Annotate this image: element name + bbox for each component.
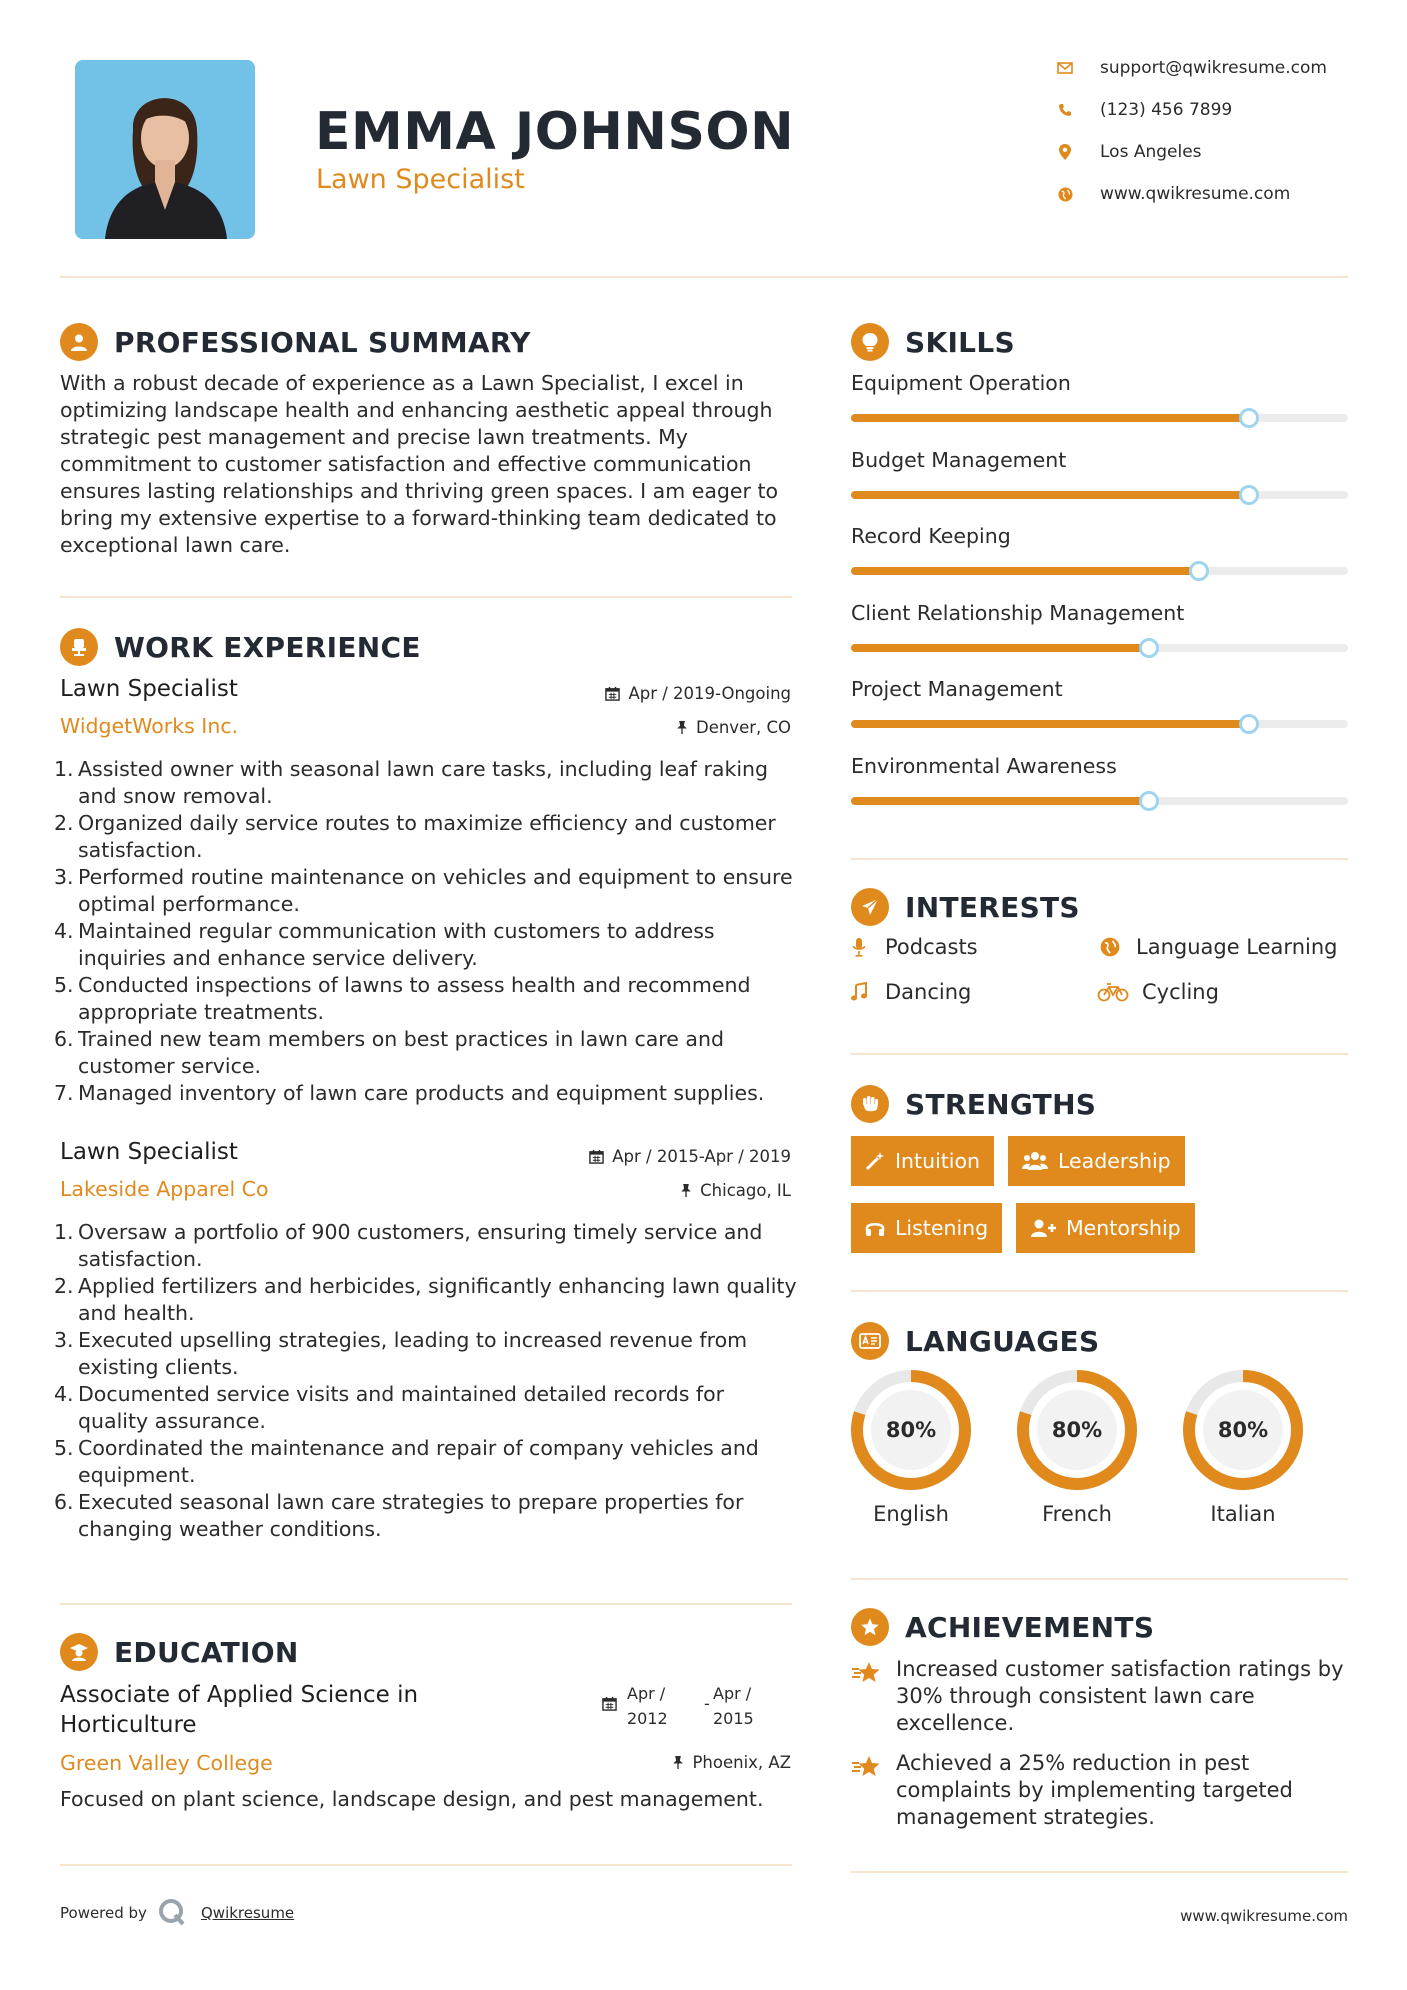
music-note-icon (845, 982, 873, 1002)
bicycle-icon (1096, 982, 1130, 1002)
experience-heading (60, 628, 421, 666)
school-location (672, 1753, 791, 1772)
contact-email-text: support@qwikresume.com (1100, 58, 1327, 78)
graduate-icon (60, 1633, 98, 1671)
summary-heading (60, 323, 531, 361)
qwikresume-logo-icon (157, 1897, 187, 1931)
languages-heading (851, 1322, 1099, 1360)
job-1-location (676, 718, 791, 737)
candidate-title: Lawn Specialist (316, 164, 525, 195)
pushpin-icon (676, 720, 688, 735)
language-percent: 80% (1051, 1418, 1103, 1442)
calendar-icon (602, 1696, 617, 1715)
achievements-heading (851, 1608, 1154, 1646)
skill-name: Equipment Operation (851, 371, 1071, 395)
job-2-date-text: Apr / 2015-Apr / 2019 (612, 1147, 791, 1166)
skill-bar-track (851, 720, 1348, 728)
skill-bar-track (851, 797, 1348, 805)
list-item: 1. Oversaw a portfolio of 900 customers, ensuring timely service and satisfaction. (54, 1220, 763, 1271)
users-icon (1022, 1151, 1048, 1171)
skill-bar-fill (851, 491, 1249, 499)
profile-photo (75, 60, 255, 239)
list-item: 2. Applied fertilizers and herbicides, significantly enhancing lawn quality and health. (54, 1274, 797, 1325)
list-item: 6. Executed seasonal lawn care strategies to prepare properties for changing weather conditions. (54, 1490, 744, 1541)
list-item: 3. Executed upselling strategies, leading to increased revenue from existing clients. (54, 1328, 748, 1379)
interest-label: Dancing (885, 980, 972, 1004)
skill-bar-fill (851, 797, 1149, 805)
list-item: 4. Documented service visits and maintained detailed records for quality assurance. (54, 1382, 725, 1433)
degree-line-1: Associate of Applied Science in (60, 1682, 419, 1708)
trophy-star-icon (851, 1754, 881, 1784)
edu-start-line-2: 2012 (627, 1709, 668, 1728)
language-ring (1012, 1365, 1142, 1495)
list-item: 5. Conducted inspections of lawns to assess health and recommend appropriate treatments. (54, 973, 751, 1024)
job-2-date (589, 1147, 791, 1166)
skill-name: Record Keeping (851, 524, 1011, 548)
strengths-divider (851, 1290, 1348, 1292)
phone-icon (1052, 100, 1078, 120)
interest-label: Podcasts (885, 935, 978, 959)
powered-by-label: Powered by (60, 1904, 147, 1922)
education-description: Focused on plant science, landscape design, and pest management. (60, 1787, 764, 1811)
strength-label: Mentorship (1066, 1216, 1181, 1240)
job-2-bullets (54, 1219, 800, 1543)
strength-label: Leadership (1058, 1149, 1171, 1173)
contact-email[interactable] (1052, 58, 1327, 78)
list-item: 4. Maintained regular communication with customers to address inquiries and enhance service delivery. (54, 919, 715, 970)
calendar-icon (589, 1149, 604, 1164)
skill-name: Budget Management (851, 447, 1067, 472)
list-item: 5. Coordinated the maintenance and repair of company vehicles and equipment. (54, 1436, 759, 1487)
summary-divider (60, 596, 792, 598)
job-1-date (605, 684, 791, 703)
skill-bar-track (851, 644, 1348, 652)
achievements-divider (851, 1871, 1348, 1873)
contact-location-text: Los Angeles (1100, 142, 1202, 162)
paper-plane-icon (851, 888, 889, 926)
job-2-title: Lawn Specialist (60, 1139, 238, 1165)
interest-dancing (845, 980, 971, 1004)
pushpin-icon (672, 1755, 684, 1770)
skill-bar-fill (851, 720, 1249, 728)
achievement-1: Increased customer satisfaction ratings by 30% through consistent lawn care excellence. (896, 1657, 1344, 1735)
interest-language-learning (1096, 935, 1337, 959)
job-2-location-text: Chicago, IL (700, 1181, 791, 1200)
school-name: Green Valley College (60, 1751, 273, 1775)
skill-level-knob (1189, 561, 1209, 581)
strengths-title: STRENGTHS (905, 1087, 1097, 1121)
job-2-company: Lakeside Apparel Co (60, 1177, 269, 1201)
edu-end-line-1: Apr / (713, 1684, 752, 1703)
education-title: EDUCATION (114, 1635, 299, 1669)
skill-bar-track (851, 414, 1348, 422)
interest-label: Cycling (1142, 980, 1219, 1004)
strength-intuition (851, 1136, 994, 1186)
calendar-icon (605, 686, 620, 701)
skill-name: Environmental Awareness (851, 753, 1117, 778)
magic-wand-icon (865, 1151, 885, 1171)
skill-level-knob (1139, 638, 1159, 658)
qwikresume-link[interactable]: Qwikresume (201, 1904, 295, 1922)
skill-level-knob (1239, 485, 1259, 505)
job-1-bullets (54, 756, 800, 1107)
contact-phone[interactable] (1052, 100, 1232, 120)
interests-title: INTERESTS (905, 890, 1080, 924)
language-ring (846, 1365, 976, 1495)
education-divider (60, 1864, 792, 1866)
skill-bar-track (851, 491, 1348, 499)
language-name: Italian (1210, 1502, 1276, 1526)
language-name: English (873, 1502, 949, 1526)
job-2-location (680, 1181, 791, 1200)
skill-level-knob (1139, 791, 1159, 811)
skill-level-knob (1239, 714, 1259, 734)
list-item: 7. Managed inventory of lawn care products and equipment supplies. (54, 1081, 765, 1105)
header-divider (60, 276, 1348, 278)
school-location-text: Phoenix, AZ (692, 1753, 791, 1772)
job-1-location-text: Denver, CO (695, 718, 791, 737)
contact-website[interactable] (1052, 184, 1290, 204)
job-1-title: Lawn Specialist (60, 676, 238, 702)
edu-end-line-2: 2015 (713, 1709, 754, 1728)
skills-divider (851, 858, 1348, 860)
strength-leadership (1008, 1136, 1185, 1186)
fist-icon (851, 1085, 889, 1123)
trophy-star-icon (851, 1660, 881, 1690)
summary-text: With a robust decade of experience as a Lawn Specialist, I excel in optimizing landscape health and enhancing aesthetic appeal through strategic pest management and precise lawn treatments. My commitment to customer satisfaction and effective communication ensures lasting relationships and thriving green spaces. I am eager to bring my extensive expertise to a forward-thinking team dedicated to exceptional lawn care. (60, 371, 779, 557)
experience-divider (60, 1603, 792, 1605)
microphone-icon (845, 937, 873, 957)
strength-mentorship (1016, 1203, 1195, 1253)
language-percent: 80% (1217, 1418, 1269, 1442)
skills-title: SKILLS (905, 325, 1015, 359)
strength-label: Listening (895, 1216, 989, 1240)
skill-bar-fill (851, 567, 1199, 575)
achievements-title: ACHIEVEMENTS (905, 1610, 1155, 1644)
interest-cycling (1096, 980, 1219, 1004)
interests-divider (851, 1053, 1348, 1055)
list-item: 2. Organized daily service routes to maximize efficiency and customer satisfaction. (54, 811, 776, 862)
globe-icon (1052, 184, 1078, 204)
summary-title: PROFESSIONAL SUMMARY (114, 325, 531, 359)
strength-label: Intuition (895, 1149, 981, 1173)
edu-date-separator: - (704, 1694, 710, 1713)
skill-level-knob (1239, 408, 1259, 428)
contact-phone-text: (123) 456 7899 (1100, 100, 1233, 120)
footer-website-link[interactable]: www.qwikresume.com (1180, 1907, 1348, 1925)
candidate-name: EMMA JOHNSON (315, 102, 795, 162)
chair-icon (60, 628, 98, 666)
list-item: 1. Assisted owner with seasonal lawn care tasks, including leaf raking and snow removal. (54, 757, 769, 808)
contact-website-text: www.qwikresume.com (1100, 184, 1291, 204)
job-1-company: WidgetWorks Inc. (60, 714, 239, 738)
interests-heading (851, 888, 1080, 926)
language-name: French (1042, 1502, 1112, 1526)
languages-divider (851, 1578, 1348, 1580)
skill-name: Project Management (851, 677, 1063, 701)
skill-bar-fill (851, 644, 1149, 652)
list-item: 3. Performed routine maintenance on vehicles and equipment to ensure optimal performance. (54, 865, 793, 916)
skills-heading (851, 323, 1015, 361)
interest-podcasts (845, 935, 978, 959)
user-plus-icon (1030, 1218, 1056, 1238)
contact-location (1052, 142, 1202, 162)
envelope-icon (1052, 58, 1078, 78)
headphones-icon (865, 1218, 885, 1238)
degree-line-2: Horticulture (60, 1712, 197, 1738)
language-card-icon (851, 1322, 889, 1360)
skill-bar-track (851, 567, 1348, 575)
list-item: 6. Trained new team members on best practices in lawn care and customer service. (54, 1027, 724, 1078)
skill-name: Client Relationship Management (851, 600, 1185, 625)
strengths-heading (851, 1085, 1096, 1123)
achievement-2: Achieved a 25% reduction in pest complaints by implementing targeted management strategies. (896, 1751, 1293, 1829)
edu-start-line-1: Apr / (627, 1684, 666, 1703)
experience-title: WORK EXPERIENCE (114, 630, 421, 664)
user-icon (60, 323, 98, 361)
languages-title: LANGUAGES (905, 1324, 1100, 1358)
strength-listening (851, 1203, 1002, 1253)
job-1-date-text: Apr / 2019-Ongoing (628, 684, 791, 703)
skill-bar-fill (851, 414, 1249, 422)
map-pin-icon (1052, 142, 1078, 162)
pushpin-icon (680, 1183, 692, 1198)
interest-label: Language Learning (1136, 935, 1338, 959)
language-percent: 80% (885, 1418, 937, 1442)
globe-icon (1096, 937, 1124, 957)
lightbulb-icon (851, 323, 889, 361)
education-heading (60, 1633, 299, 1671)
language-ring (1178, 1365, 1308, 1495)
star-badge-icon (851, 1608, 889, 1646)
